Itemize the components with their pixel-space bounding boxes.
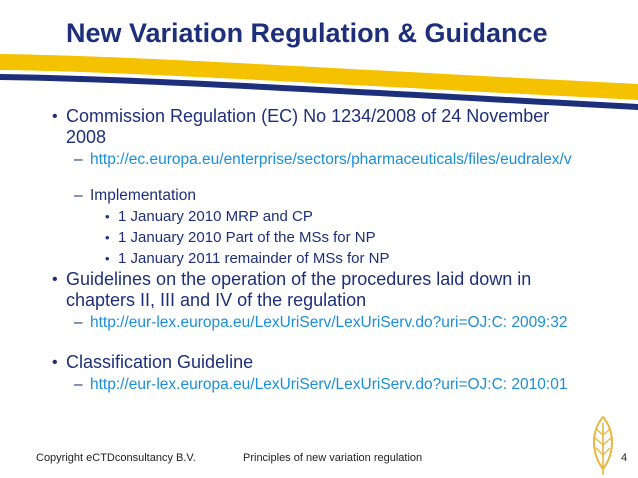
bullet-marker: • bbox=[105, 230, 110, 245]
sub-bullet-item bbox=[74, 375, 586, 394]
bullet-marker: • bbox=[52, 271, 58, 288]
third-level-text: 1 January 2010 MRP and CP bbox=[118, 208, 313, 225]
sub-bullet-item bbox=[74, 186, 586, 205]
footer-copyright: Copyright eCTDconsultancy B.V. bbox=[36, 452, 196, 464]
bullet-text: Classification Guideline bbox=[66, 352, 254, 372]
leaf-icon bbox=[588, 415, 618, 477]
bullet-text: Commission Regulation (EC) No 1234/2008 of 24 November 2008 bbox=[66, 106, 550, 147]
dash-marker: – bbox=[74, 314, 83, 331]
bullet-item bbox=[52, 352, 566, 373]
slide-title: New Variation Regulation & Guidance bbox=[66, 18, 548, 48]
third-level-item bbox=[105, 229, 538, 247]
page-number: 4 bbox=[621, 452, 628, 464]
sub-bullet-item bbox=[74, 150, 586, 169]
bullet-marker: • bbox=[105, 209, 110, 224]
sub-bullet-item bbox=[74, 313, 586, 332]
regulation-link[interactable]: http://ec.europa.eu/enterprise/sectors/pharmaceuticals/files/eudralex/v bbox=[90, 151, 572, 168]
dash-marker: – bbox=[74, 376, 83, 393]
dash-marker: – bbox=[74, 187, 83, 204]
footer-title: Principles of new variation regulation bbox=[243, 452, 423, 464]
bullet-text: Guidelines on the operation of the procedures laid down in chapters II, III and IV of the regulation bbox=[66, 269, 532, 310]
bullet-item bbox=[52, 269, 566, 311]
bullet-marker: • bbox=[52, 354, 58, 371]
bullet-marker: • bbox=[105, 251, 110, 266]
third-level-text: 1 January 2011 remainder of MSs for NP bbox=[118, 250, 390, 267]
bullet-item bbox=[52, 106, 566, 148]
third-level-item bbox=[105, 208, 538, 226]
sub-heading: Implementation bbox=[90, 187, 196, 204]
bullet-marker: • bbox=[52, 108, 58, 125]
dash-marker: – bbox=[74, 151, 83, 168]
third-level-item bbox=[105, 250, 538, 268]
guidelines-link[interactable]: http://eur-lex.europa.eu/LexUriServ/LexUriServ.do?uri=OJ:C: 2009:32 bbox=[90, 314, 568, 331]
third-level-text: 1 January 2010 Part of the MSs for NP bbox=[118, 229, 376, 246]
classification-link[interactable]: http://eur-lex.europa.eu/LexUriServ/LexUriServ.do?uri=OJ:C: 2010:01 bbox=[90, 376, 568, 393]
